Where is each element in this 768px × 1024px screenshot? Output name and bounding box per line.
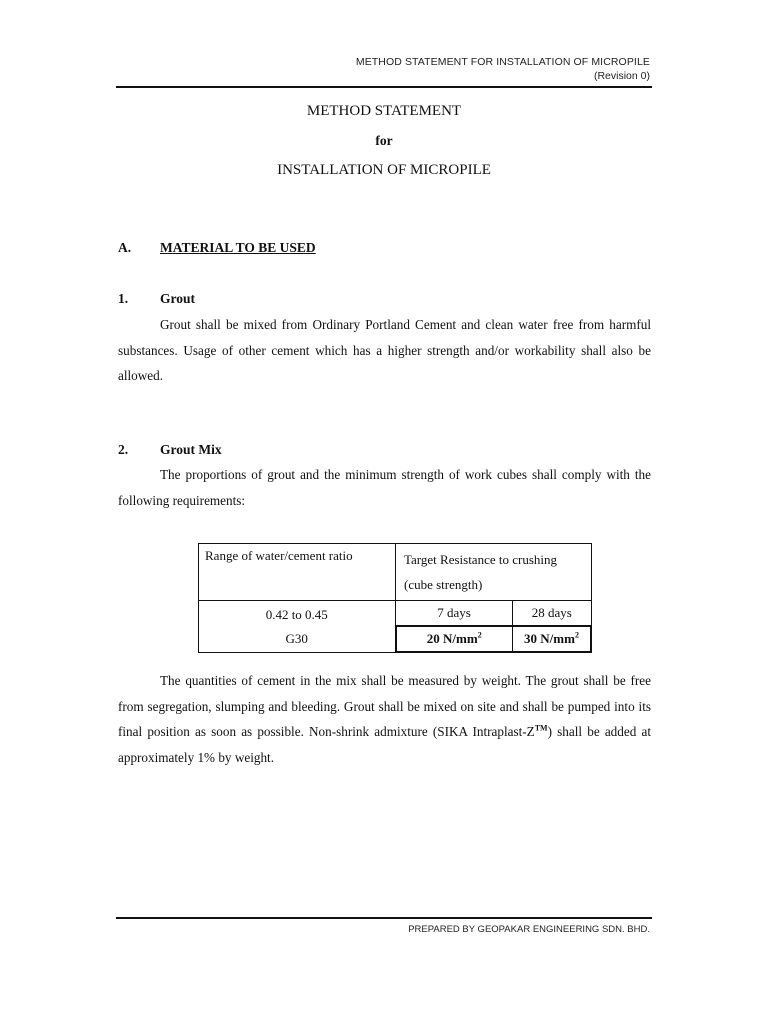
cell-ratio-range: 0.42 to 0.45: [265, 607, 328, 622]
title-line-3: INSTALLATION OF MICROPILE: [277, 162, 491, 178]
section-a-number: A.: [118, 240, 132, 255]
header-target-resistance: [396, 544, 592, 601]
cell-7-days-value: [396, 626, 513, 652]
item-1-number: 1.: [118, 291, 129, 306]
item-2-text: The proportions of grout and the minimum strength of work cubes shall comply with the following requirements:: [118, 467, 651, 508]
item-1-title: Grout: [160, 291, 196, 306]
item-1-paragraph: [118, 312, 651, 389]
cell-7-days-label: 7 days: [396, 601, 513, 627]
cell-grade: G30: [285, 631, 308, 646]
header-rule: [116, 86, 652, 88]
unit-superscript: 2: [574, 630, 579, 640]
header-target-resistance-line1: Target Resistance to crushing: [404, 552, 558, 567]
table-header-row: [199, 544, 592, 601]
footer-prepared-by: PREPARED BY GEOPAKAR ENGINEERING SDN. BHD.: [408, 924, 650, 935]
title-line-2: for: [375, 133, 393, 148]
footer-rule: [116, 917, 652, 919]
header-document-title: METHOD STATEMENT FOR INSTALLATION OF MICROPILE: [355, 56, 650, 68]
item-2-paragraph: [118, 462, 651, 513]
unit-superscript: 2: [477, 630, 482, 640]
header-target-resistance-line2: (cube strength): [404, 577, 483, 592]
table-row: [199, 601, 592, 627]
cell-28-days-value: [513, 626, 592, 652]
cell-28-days-label: 28 days: [513, 601, 592, 627]
item-1-text: Grout shall be mixed from Ordinary Portland Cement and clean water free from harmful substances. Usage of other cement which has a higher strength and/or workability shall also be allowed.: [118, 317, 651, 383]
grout-mix-table: [198, 543, 592, 653]
item-2-title: Grout Mix: [160, 442, 222, 457]
trademark-superscript: TM: [534, 723, 548, 733]
paragraph-cement-quantities: [118, 668, 651, 770]
cell-7-days-value-text: 20 N/mm: [426, 631, 478, 646]
cell-28-days-value-text: 30 N/mm: [524, 631, 575, 646]
cell-ratio-grade: [199, 601, 396, 653]
title-line-1: METHOD STATEMENT: [306, 103, 462, 119]
header-water-cement-ratio: Range of water/cement ratio: [199, 544, 396, 601]
item-2-number: 2.: [118, 442, 129, 457]
section-a-title: MATERIAL TO BE USED: [160, 240, 316, 255]
header-revision: (Revision 0): [593, 70, 650, 82]
paragraph-text-part1: The quantities of cement in the mix shall be measured by weight. The grout shall be free from segregation, slumping and bleeding. Grout shall be mixed on site and shall be pumped into its final position as soon as possible. Non-shrink admixture (SIKA Intraplast-Z: [118, 673, 651, 739]
paragraph-text-part2: ) shall be added at approximately 1% by weight.: [118, 724, 651, 765]
